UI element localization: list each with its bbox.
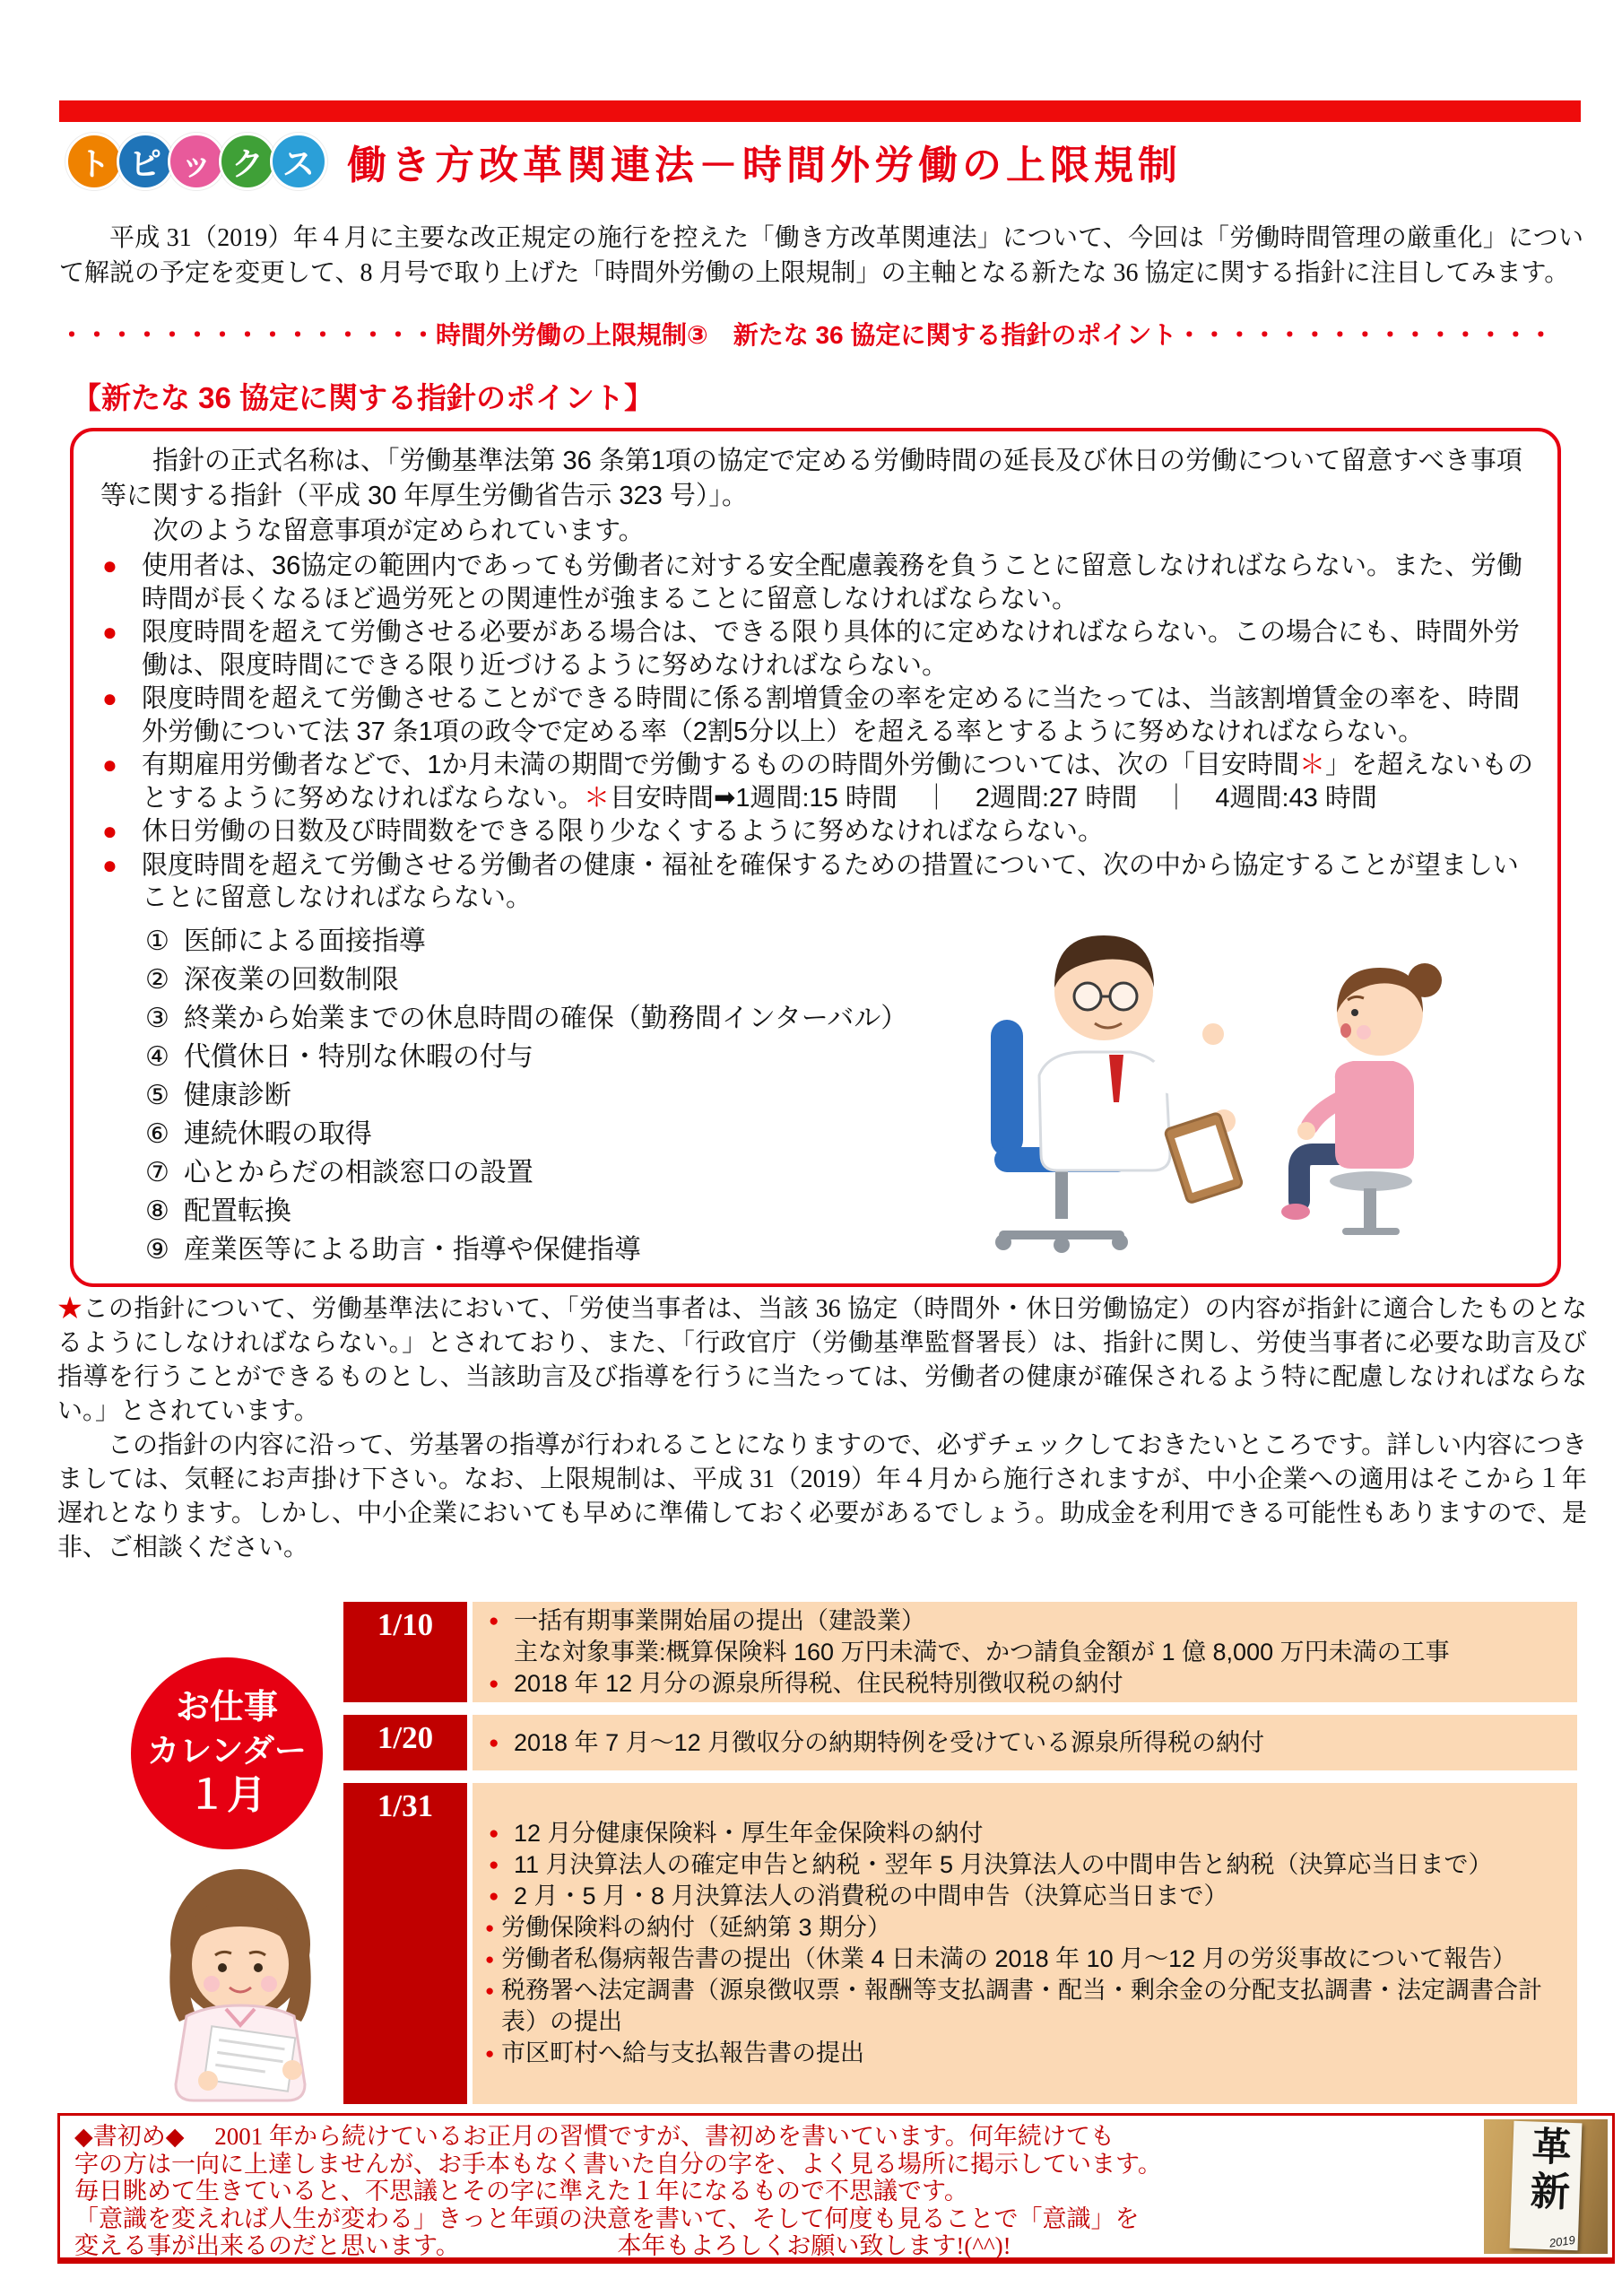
- calendar-bullet-icon: ●: [485, 1982, 495, 1999]
- kakizome-line: 毎日眺めて生きていると、不思議とその字に準えた１年になるもので不思議です。: [74, 2178, 968, 2205]
- calligraphy-photo: [1484, 2119, 1608, 2254]
- calligraphy-kanji: 革新: [1522, 2125, 1571, 2216]
- office-woman-illustration: [133, 1858, 348, 2109]
- calendar-item-text: 2018 年 12 月分の源泉所得税、住民税特別徴収税の納付: [514, 1669, 1123, 1697]
- measure-number: ②: [145, 964, 169, 995]
- guideline-bullet-text: 使用者は、36協定の範囲内であっても労働者に対する安全配慮義務を負うことに留意しなければならない。また、労働時間が長くなるほど過労死との関連性が強まることに留意しなければならない。: [142, 552, 1522, 613]
- guideline-bullet-text: 有期雇用労働者などで、1か月未満の期間で労働するものの時間外労働については、次の「目安時間＊」を超えないものとするように努めなければならない。＊目安時間➡1週間:15 時間 ｜ 2週間:27 時間 ｜ 4週間:43 時間: [142, 751, 1534, 813]
- measure-number: ⑥: [145, 1118, 169, 1149]
- calendar-bullet-icon: ●: [489, 1611, 499, 1631]
- bullet-dot-icon: ●: [102, 751, 117, 778]
- calendar-bullet-icon: ●: [485, 2045, 495, 2062]
- calendar-item: [485, 1818, 1565, 1849]
- measure-text: 健康診断: [183, 1080, 291, 1110]
- kakizome-line: 字の方は一向に上達しませんが、お手本もなく書いた自分の字を、よく見る場所に掲示しています。: [74, 2150, 1162, 2178]
- calendar-item-text: 主な対象事業:概算保険料 160 万円未満で、かつ請負金額が 1 億 8,000 万円未満の工事: [514, 1638, 1450, 1665]
- measure-text: 終業から始業までの休息時間の確保（勤務間インターバル）: [183, 1003, 908, 1033]
- topics-badge-letter: ピ: [117, 133, 174, 190]
- measure-text: 配置転換: [183, 1196, 291, 1226]
- kakizome-line: 変える事が出来るのだと思います。 本年もよろしくお願い致します!(^^)!: [74, 2232, 1011, 2259]
- measure-number: ④: [145, 1041, 169, 1072]
- top-red-bar: [59, 100, 1581, 122]
- commentary-block: [57, 1292, 1587, 1565]
- kakizome-lines: [74, 2123, 1469, 2260]
- box-intro-1: 指針の正式名称は、「労働基準法第 36 条第1項の協定で定める労働時間の延長及び休日の労働について留意すべき事項等に関する指針（平成 30 年厚生労働省告示 323 号）」。: [100, 447, 1522, 510]
- bullet-dot-icon: ●: [102, 850, 117, 879]
- calendar-bullet-icon: ●: [485, 1919, 495, 1936]
- badge-line-1: お仕事: [175, 1689, 278, 1727]
- bullet-dot-icon: ●: [102, 618, 117, 646]
- bullet-dot-icon: ●: [102, 552, 117, 579]
- calendar-bullet-icon: ●: [489, 1733, 499, 1752]
- measure-text: 連続休暇の取得: [183, 1118, 372, 1149]
- calendar-item: [485, 2038, 1565, 2069]
- calendar-bullet-icon: ●: [489, 1824, 499, 1843]
- star-paragraph: ★この指針について、労働基準法において、「労使当事者は、当該 36 協定（時間外・休日労働協定）の内容が指針に適合したものとなるようにしなければならない。」とされており、また、「行政官庁（労働基準監督署長）は、指針に関し、労使当事者に必要な助言及び指導を行うことができるものとし、当該助言及び指導を行うに当たっては、労働者の健康が確保されるよう特に配慮しなければならない。」とされています。: [57, 1295, 1587, 1425]
- dotted-subheading: ・・・・・・・・・・・・・・・時間外労働の上限規制③ 新たな 36 協定に関する指針のポイント・・・・・・・・・・・・・・・: [59, 321, 1554, 349]
- topics-badge-letter: ッ: [168, 133, 225, 190]
- star-icon: ★: [57, 1295, 83, 1323]
- measure-number: ⑦: [145, 1157, 169, 1187]
- kakizome-line: 「意識を変えれば人生が変わる」きっと年頭の決意を書いて、そして何度も見ることで「意識」を: [74, 2205, 1140, 2232]
- guideline-bullet: [100, 616, 1534, 682]
- calendar-bullet-icon: ●: [489, 1887, 499, 1906]
- calendar-date: 1/10: [343, 1602, 467, 1702]
- guideline-bullets: [100, 550, 1534, 915]
- calendar-item: [485, 1605, 1565, 1637]
- calligraphy-banner: [1510, 2121, 1583, 2251]
- calendar-content: [473, 1783, 1577, 2104]
- calendar-item-text: 労働者私傷病報告書の提出（休業 4 日未満の 2018 年 10 月～12 月の労災事故について報告）: [501, 1945, 1517, 1972]
- calendar-row: [343, 1602, 1577, 1702]
- calendar-bullet-icon: ●: [489, 1674, 499, 1693]
- closing-paragraph: この指針の内容に沿って、労基署の指導が行われることになりますので、必ずチェックしておきたいところです。詳しい内容につきましては、気軽にお声掛け下さい。なお、上限規制は、平成 31（2019）年４月から施行されますが、中小企業への適用はそこから１年遅れとなります。しかし、中小企業においても早めに準備しておく必要があるでしょう。助成金を利用できる可能性もありますので、是非、ご相談ください。: [57, 1431, 1587, 1561]
- guideline-bullet-text: 限度時間を超えて労働させる必要がある場合は、できる限り具体的に定めなければならない。この場合にも、時間外労働は、限度時間にできる限り近づけるように努めなければならない。: [142, 618, 1521, 680]
- calendar-item: [485, 1637, 1565, 1668]
- calendar-content: [473, 1715, 1577, 1770]
- guideline-bullet: [100, 815, 1534, 848]
- calendar-item: [485, 1944, 1565, 1975]
- calendar-item-text: 2 月・5 月・8 月決算法人の消費税の中間申告（決算応当日まで）: [514, 1883, 1228, 1909]
- section-heading: 【新たな 36 協定に関する指針のポイント】: [72, 381, 655, 414]
- work-calendar-table: [343, 1602, 1577, 2104]
- guideline-bullet: [100, 683, 1534, 748]
- guideline-bullet: [100, 749, 1534, 814]
- intro-paragraph: 平成 31（2019）年４月に主要な改正規定の施行を控えた「働き方改革関連法」について、今回は「労働時間管理の厳重化」について解説の予定を変更して、8 月号で取り上げた「時間外労働の上限規制」の主軸となる新たな 36 協定に関する指針に注目してみます。: [59, 224, 1583, 287]
- calendar-item-text: 市区町村へ給与支払報告書の提出: [501, 2039, 864, 2066]
- calendar-item: [485, 1881, 1565, 1912]
- measure-number: ⑨: [145, 1234, 169, 1265]
- kakizome-box: [57, 2113, 1615, 2264]
- calendar-row: [343, 1715, 1577, 1770]
- calendar-item: [485, 1975, 1565, 2038]
- calendar-date: 1/31: [343, 1783, 467, 2104]
- guideline-bullet-text: 限度時間を超えて労働させる労働者の健康・福祉を確保するための措置について、次の中から協定することが望ましいことに留意しなければならない。: [142, 850, 1519, 912]
- calendar-bullet-icon: ●: [485, 1951, 495, 1968]
- topics-badge: [72, 133, 327, 190]
- calendar-bullet-icon: ●: [489, 1856, 499, 1874]
- calligraphy-year: 2019: [1548, 2232, 1576, 2250]
- work-calendar-badge: [131, 1657, 323, 1849]
- calendar-item: [485, 1668, 1565, 1700]
- measure-number: ①: [145, 926, 169, 956]
- badge-line-2: カレンダー: [147, 1731, 307, 1769]
- measure-number: ⑤: [145, 1080, 169, 1110]
- measure-text: 医師による面接指導: [183, 926, 426, 956]
- measure-text: 代償休日・特別な休暇の付与: [183, 1041, 533, 1072]
- calendar-item: [485, 1849, 1565, 1881]
- calendar-content: [473, 1602, 1577, 1702]
- measure-text: 心とからだの相談窓口の設置: [183, 1157, 533, 1187]
- guideline-bullet-text: 休日労働の日数及び時間数をできる限り少なくするように努めなければならない。: [142, 817, 1105, 846]
- measure-number: ③: [145, 1003, 169, 1033]
- topics-badge-letter: ク: [219, 133, 276, 190]
- topics-badge-letter: ト: [65, 133, 123, 190]
- calendar-item-text: 11 月決算法人の確定申告と納税・翌年 5 月決算法人の中間申告と納税（決算応当日まで）: [514, 1851, 1493, 1878]
- bullet-dot-icon: ●: [102, 817, 117, 845]
- badge-line-3: １月: [187, 1772, 266, 1817]
- calendar-item: [485, 1727, 1565, 1759]
- calendar-row: [343, 1783, 1577, 2104]
- measure-number: ⑧: [145, 1196, 169, 1226]
- guideline-bullet: [100, 550, 1534, 615]
- doctor-patient-illustration: [905, 885, 1461, 1262]
- calendar-item: [485, 1912, 1565, 1944]
- title-row: [72, 133, 1182, 190]
- calendar-item-text: 一括有期事業開始届の提出（建設業）: [514, 1606, 925, 1634]
- topics-badge-letter: ス: [270, 133, 327, 190]
- calendar-item-text: 労働保険料の納付（延納第 3 期分）: [501, 1914, 892, 1941]
- measure-text: 産業医等による助言・指導や保健指導: [183, 1234, 641, 1265]
- guideline-box: [70, 428, 1561, 1287]
- kakizome-line: ◆書初め◆ 2001 年から続けているお正月の習慣ですが、書初めを書いています。何年続けても: [74, 2123, 1115, 2150]
- guideline-bullet-text: 限度時間を超えて労働させることができる時間に係る割増賃金の率を定めるに当たっては、当該割増賃金の率を、時間外労働について法 37 条1項の政令で定める率（2割5分以上）を超える率とするように努めなければならない。: [142, 684, 1521, 746]
- measure-text: 深夜業の回数制限: [183, 964, 399, 995]
- bullet-dot-icon: ●: [102, 684, 117, 712]
- calendar-item-text: 2018 年 7 月～12 月徴収分の納期特例を受けている源泉所得税の納付: [514, 1728, 1265, 1756]
- box-intro-2: 次のような留意事項が定められています。: [152, 517, 645, 545]
- page-title: 働き方改革関連法－時間外労働の上限規制: [347, 144, 1182, 187]
- calendar-item-text: 税務署へ法定調書（源泉徴収票・報酬等支払調書・配当・剰余金の分配支払調書・法定調書合計表）の提出: [501, 1977, 1542, 2035]
- calendar-item-text: 12 月分健康保険料・厚生年金保険料の納付: [514, 1820, 984, 1847]
- calendar-date: 1/20: [343, 1715, 467, 1770]
